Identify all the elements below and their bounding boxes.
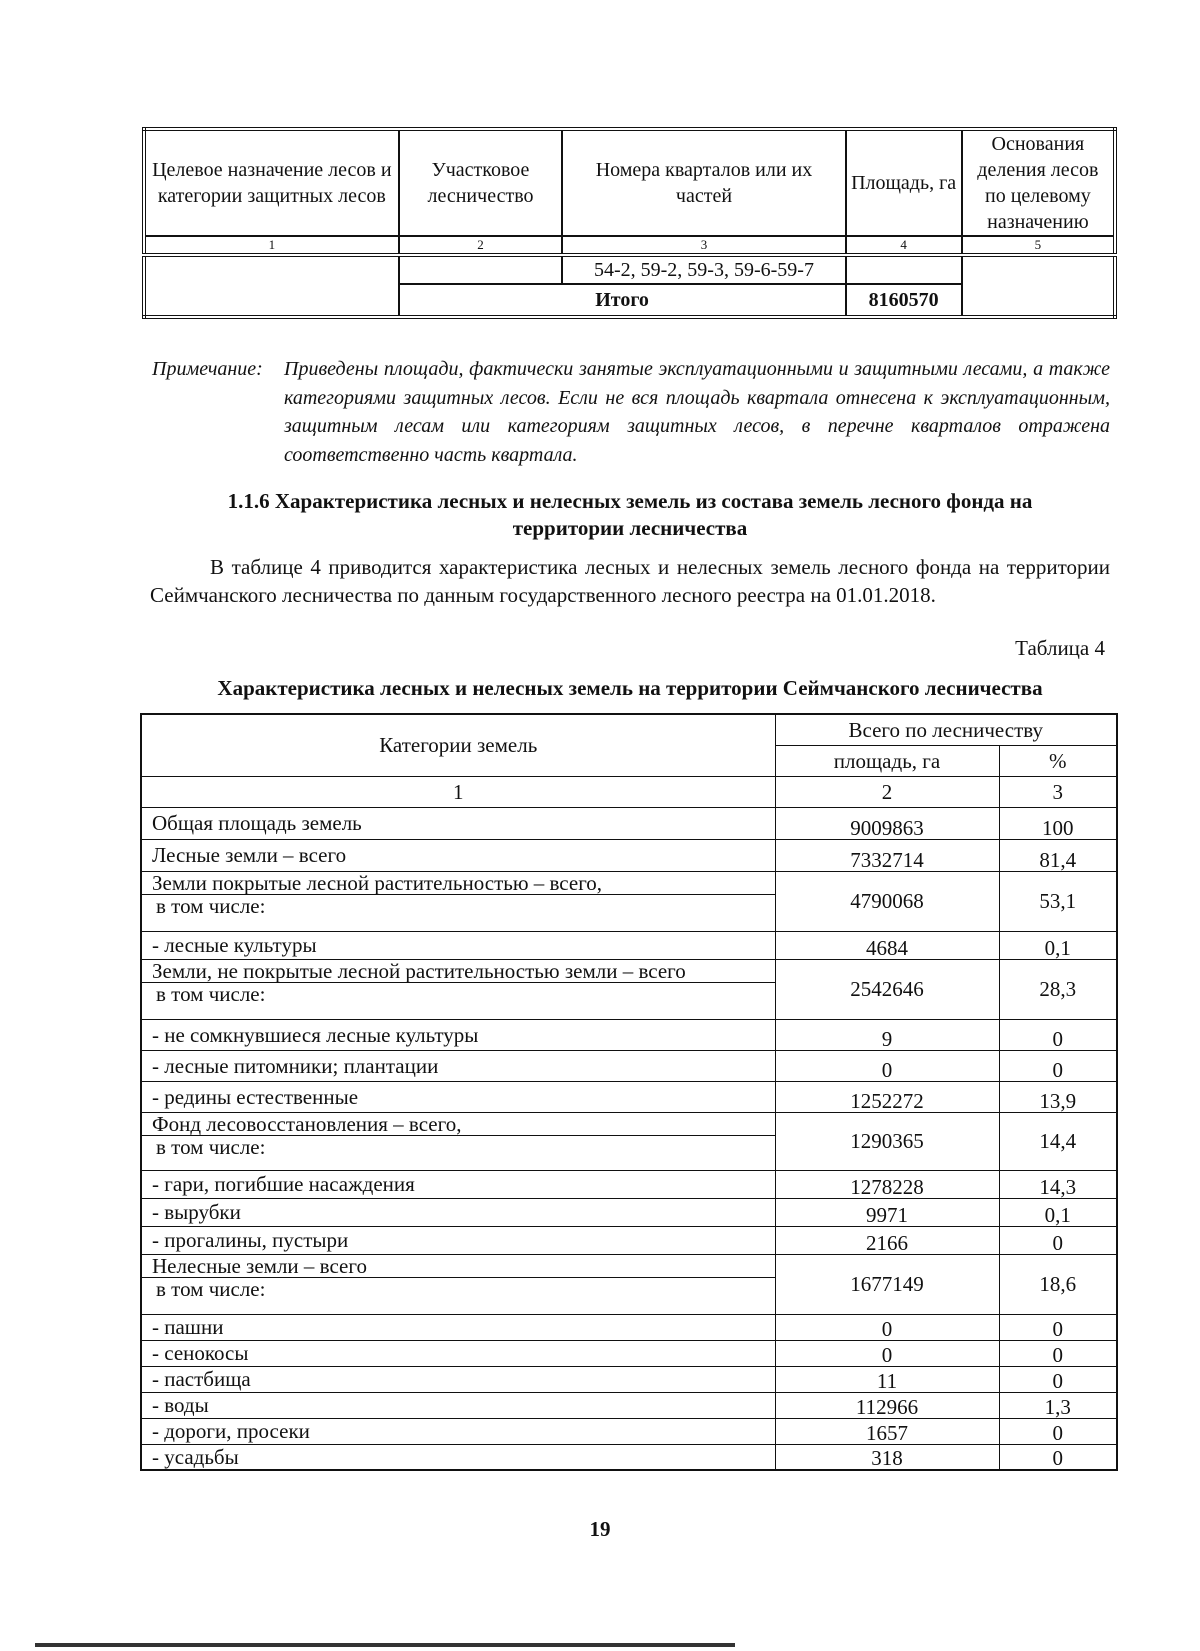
table-row xyxy=(141,931,1117,959)
table-row xyxy=(141,959,1117,1019)
category-sublabel: в том числе: xyxy=(142,1135,775,1158)
category-label: - не сомкнувшиеся лесные культуры xyxy=(152,1022,479,1047)
total-value: 8160570 xyxy=(846,284,962,317)
section-paragraph: В таблице 4 приводится характеристика лесных и нелесных земель лесного фонда на территории Сеймчанского лесничества по данным государственного лесного реестра на 01.01.2018. xyxy=(150,555,1110,607)
note-label: Примечание: xyxy=(152,358,263,380)
category-cell xyxy=(141,931,775,959)
category-label: Фонд лесовосстановления – всего, xyxy=(152,1111,462,1136)
area-cell: 1677149 xyxy=(775,1254,999,1314)
percent-cell: 14,4 xyxy=(999,1112,1117,1170)
category-label: - лесные питомники; плантации xyxy=(152,1053,439,1078)
table-cell xyxy=(144,255,399,317)
category-cell xyxy=(141,1392,775,1418)
percent-cell: 0 xyxy=(999,1418,1117,1444)
area-cell: 318 xyxy=(775,1444,999,1470)
table-row xyxy=(141,871,1117,931)
area-cell: 7332714 xyxy=(775,839,999,871)
category-cell xyxy=(141,871,775,931)
col-number: 1 xyxy=(144,236,399,255)
category-label: - воды xyxy=(152,1393,209,1417)
col-number: 3 xyxy=(562,236,845,255)
header-area: площадь, га xyxy=(775,745,999,776)
percent-cell: 0 xyxy=(999,1019,1117,1050)
land-characteristics-table xyxy=(140,713,1118,1471)
category-label: - редины естественные xyxy=(152,1084,359,1109)
category-cell xyxy=(141,1226,775,1254)
percent-cell: 0,1 xyxy=(999,931,1117,959)
table-note xyxy=(152,355,1110,469)
col-number: 3 xyxy=(999,776,1117,807)
header-district: Участковое лесничество xyxy=(399,129,563,236)
percent-cell: 0 xyxy=(999,1314,1117,1340)
table-row xyxy=(141,1170,1117,1198)
category-label: - пастбища xyxy=(152,1367,251,1391)
table-cell xyxy=(846,255,962,284)
area-cell: 9971 xyxy=(775,1198,999,1226)
percent-cell: 13,9 xyxy=(999,1081,1117,1112)
page-number: 19 xyxy=(589,1517,611,1541)
area-cell: 4684 xyxy=(775,931,999,959)
table-row xyxy=(141,1418,1117,1444)
category-sublabel: в том числе: xyxy=(142,1277,775,1300)
percent-cell: 100 xyxy=(999,807,1117,839)
col-number: 2 xyxy=(399,236,563,255)
table-row xyxy=(141,1392,1117,1418)
note-text: Приведены площади, фактически занятые эксплуатационными и защитными лесами, а также категориями защитных лесов. Если не вся площадь квартала отнесена к эксплуатационным, защитным лесам или категориям защитных лесов, в перечне кварталов отражена соответственно часть квартала. xyxy=(284,358,1110,466)
category-label: - дороги, просеки xyxy=(152,1419,310,1443)
category-label: Нелесные земли – всего xyxy=(152,1253,367,1278)
percent-cell: 0,1 xyxy=(999,1198,1117,1226)
table-row xyxy=(141,1366,1117,1392)
area-cell: 1278228 xyxy=(775,1170,999,1198)
table-row xyxy=(141,1081,1117,1112)
category-label: - усадьбы xyxy=(152,1444,239,1469)
category-cell xyxy=(141,1170,775,1198)
area-cell: 11 xyxy=(775,1366,999,1392)
category-cell xyxy=(141,1340,775,1366)
table-row xyxy=(141,807,1117,839)
table-row xyxy=(141,839,1117,871)
table-row xyxy=(141,1444,1117,1470)
category-label: Земли, не покрытые лесной растительностью земли – всего xyxy=(152,958,686,983)
header-category: Категории земель xyxy=(141,714,775,776)
header-basis: Основания деления лесов по целевому назначению xyxy=(962,129,1115,236)
table-cell xyxy=(962,255,1115,317)
table-row xyxy=(141,1314,1117,1340)
table-row xyxy=(141,1340,1117,1366)
category-cell xyxy=(141,1254,775,1314)
percent-cell: 0 xyxy=(999,1050,1117,1081)
category-cell xyxy=(141,1019,775,1050)
col-number: 5 xyxy=(962,236,1115,255)
category-label: Общая площадь земель xyxy=(152,811,362,835)
table-body xyxy=(141,807,1117,1470)
category-sublabel: в том числе: xyxy=(142,982,775,1005)
category-cell xyxy=(141,839,775,871)
header-area: Площадь, га xyxy=(846,129,962,236)
category-cell xyxy=(141,1418,775,1444)
category-label: - лесные культуры xyxy=(152,933,317,957)
area-cell: 9 xyxy=(775,1019,999,1050)
category-cell xyxy=(141,1081,775,1112)
forest-purpose-table xyxy=(142,127,1117,319)
percent-cell: 0 xyxy=(999,1340,1117,1366)
area-cell: 2166 xyxy=(775,1226,999,1254)
table-row xyxy=(141,1198,1117,1226)
category-label: - гари, погибшие насаждения xyxy=(152,1172,415,1196)
header-purpose: Целевое назначение лесов и категории защитных лесов xyxy=(144,129,399,236)
category-label: - вырубки xyxy=(152,1200,241,1224)
category-label: Лесные земли – всего xyxy=(152,843,347,867)
table-row xyxy=(141,1112,1117,1170)
area-cell: 0 xyxy=(775,1050,999,1081)
bottom-rule xyxy=(35,1643,735,1647)
table-row xyxy=(141,1050,1117,1081)
category-label: - пашни xyxy=(152,1315,224,1339)
percent-cell: 1,3 xyxy=(999,1392,1117,1418)
category-sublabel: в том числе: xyxy=(142,894,775,917)
percent-cell: 0 xyxy=(999,1226,1117,1254)
table-cell xyxy=(399,255,563,284)
table-title: Характеристика лесных и нелесных земель на территории Сеймчанского лесничества xyxy=(217,676,1043,700)
category-cell xyxy=(141,1314,775,1340)
header-quarters: Номера кварталов или их частей xyxy=(562,129,845,236)
table-number-label: Таблица 4 xyxy=(1015,636,1105,660)
area-cell: 0 xyxy=(775,1340,999,1366)
category-label: Земли покрытые лесной растительностью – всего, xyxy=(152,870,603,895)
percent-cell: 0 xyxy=(999,1366,1117,1392)
category-cell xyxy=(141,1112,775,1170)
col-number: 1 xyxy=(141,776,775,807)
col-number: 4 xyxy=(846,236,962,255)
total-label: Итого xyxy=(399,284,846,317)
table-row xyxy=(141,1019,1117,1050)
percent-cell: 18,6 xyxy=(999,1254,1117,1314)
header-pct: % xyxy=(999,745,1117,776)
area-cell: 1252272 xyxy=(775,1081,999,1112)
area-cell: 2542646 xyxy=(775,959,999,1019)
category-label: - прогалины, пустыри xyxy=(152,1228,349,1252)
percent-cell: 0 xyxy=(999,1444,1117,1470)
section-title-line: территории лесничества xyxy=(512,516,748,540)
category-cell xyxy=(141,1444,775,1470)
col-number: 2 xyxy=(775,776,999,807)
quarters-cell: 54-2, 59-2, 59-3, 59-6-59-7 xyxy=(562,255,845,284)
area-cell: 9009863 xyxy=(775,807,999,839)
category-label: - сенокосы xyxy=(152,1341,249,1365)
area-cell: 1657 xyxy=(775,1418,999,1444)
category-cell xyxy=(141,1050,775,1081)
area-cell: 112966 xyxy=(775,1392,999,1418)
section-title-line: 1.1.6 Характеристика лесных и нелесных земель из состава земель лесного фонда на xyxy=(227,489,1033,513)
section-title xyxy=(150,488,1110,542)
table-row xyxy=(141,1254,1117,1314)
category-cell xyxy=(141,1366,775,1392)
category-cell xyxy=(141,959,775,1019)
category-cell xyxy=(141,807,775,839)
category-cell xyxy=(141,1198,775,1226)
percent-cell: 81,4 xyxy=(999,839,1117,871)
table-row xyxy=(141,1226,1117,1254)
area-cell: 4790068 xyxy=(775,871,999,931)
percent-cell: 28,3 xyxy=(999,959,1117,1019)
percent-cell: 14,3 xyxy=(999,1170,1117,1198)
area-cell: 0 xyxy=(775,1314,999,1340)
percent-cell: 53,1 xyxy=(999,871,1117,931)
area-cell: 1290365 xyxy=(775,1112,999,1170)
header-total: Всего по лесничеству xyxy=(775,714,1117,745)
